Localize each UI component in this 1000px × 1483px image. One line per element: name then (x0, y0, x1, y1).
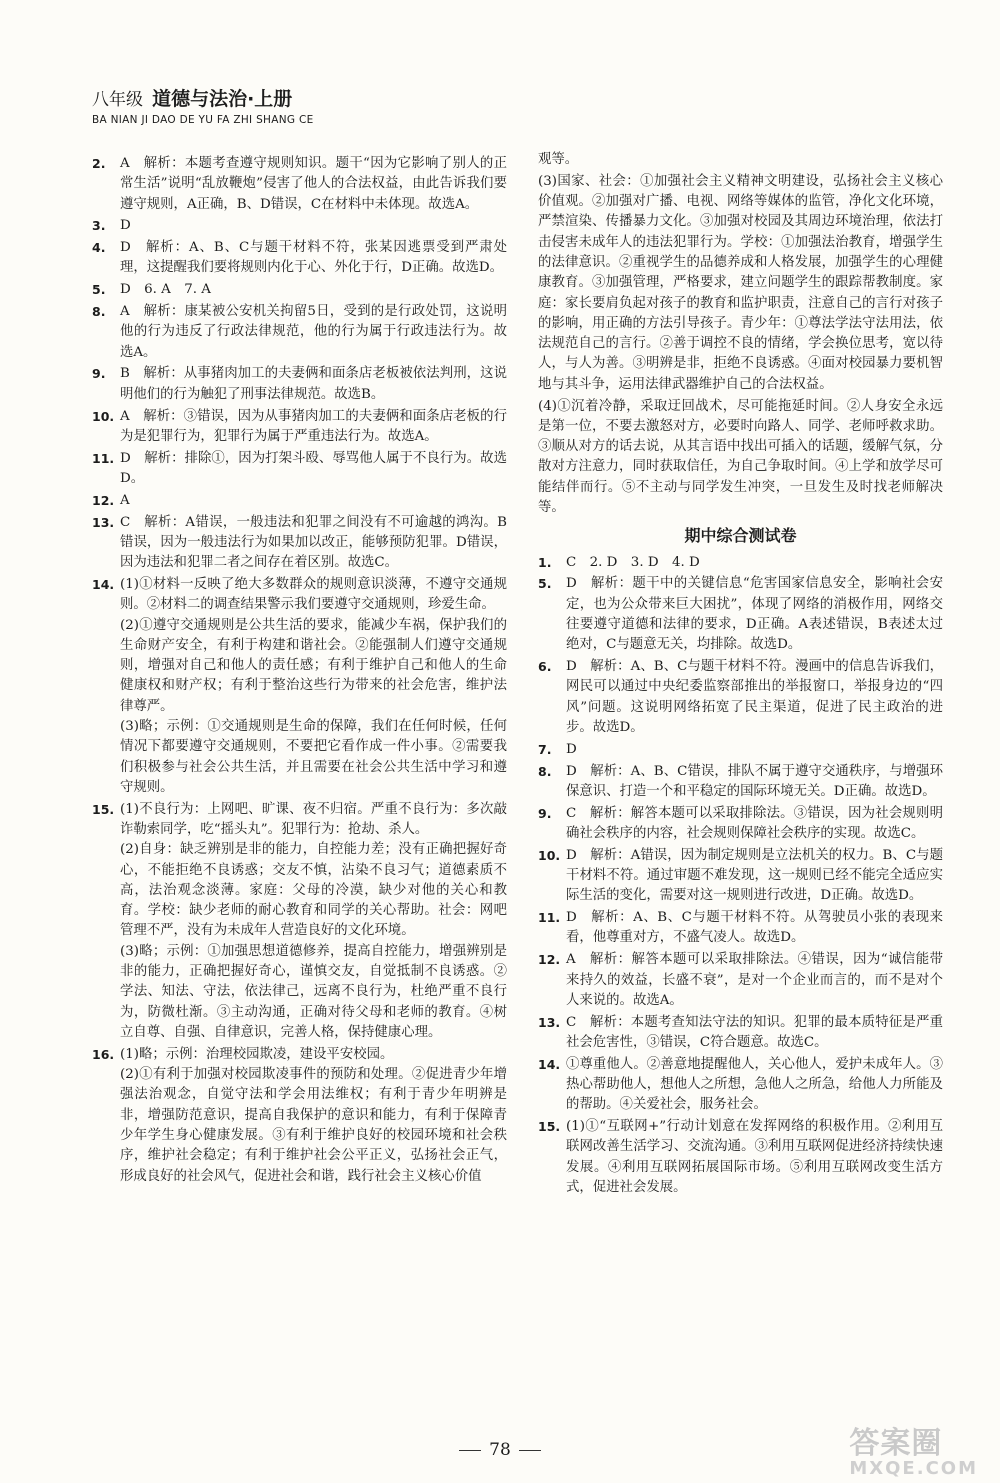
answer-number: 5. (538, 576, 552, 592)
answer-text: C 解析：A错误，一般违法和犯罪之间没有不可逾越的鸿沟。B错误，因为一般违法行为如果加以改正，能够预防犯罪。D错误，因为违法和犯罪二者之间存在着区别。故选C。 (120, 514, 507, 571)
answer-text: D 解析：A、B、C与题干材料不符，张某因逃票受到严肃处理，这提醒我们要将规则内化于心、外化于行，D正确。故选D。 (120, 240, 507, 276)
answer-text: A 解析：本题考查遵守规则知识。题干“因为它影响了别人的正常生活”说明“乱放鞭炮”侵害了他人的合法权益，由此告诉我们要遵守规则，A正确，B、D错误，C在材料中未体现。故选A。 (120, 156, 507, 212)
answer-text: C 2. D 3. D 4. D (566, 554, 700, 570)
right-top-continuation (538, 150, 943, 518)
answer-item (92, 1045, 507, 1187)
answer-item (538, 950, 943, 1011)
continuation-paragraph: (3)国家、社会：①加强社会主义精神文明建设，弘扬社会主义核心价值观。②加强对广播、电视、网络等媒体的监管，净化文化环境，严禁渲染、传播暴力文化。③加强对校园及其周边环境治理，依法打击侵害未成年人的违法犯罪行为。学校：①加强法治教育，增强学生的法律意识。②重视学生的品德养成和人格发展，加强学生的心理健康教育。③加强管理，严格要求，建立问题学生的跟踪帮教制度。家庭：家长要肩负起对孩子的教育和监护职责，注意自己的言行对孩子的影响，用正确的方法引导孩子。青少年：①尊法学法守法用法，依法规范自己的言行。②善于调控不良的情绪，学会换位思考，宽以待人，与人为善。③明辨是非，拒绝不良诱惑。④面对校园暴力要机智地与其斗争，运用法律武器维护自己的合法权益。 (538, 173, 943, 392)
answer-item (92, 238, 507, 279)
answer-text: D 解析：A错误，因为制定规则是立法机关的权力。B、C与题干材料不符。通过审题不难发现，这一规则已经不能完全适应实际生活的变化，需要对这一规则进行改进，D正确。故选D。 (566, 847, 943, 904)
answer-item (538, 762, 943, 803)
answer-paragraph: (1)略；示例：治理校园欺凌，建设平安校园。 (120, 1046, 394, 1062)
answer-item (92, 364, 507, 405)
right-column (538, 150, 943, 1200)
answer-number: 3. (92, 218, 106, 234)
answer-number: 8. (92, 304, 106, 320)
grade-label: 八年级 (92, 90, 143, 110)
answer-paragraph: (1)①材料一反映了绝大多数群众的规则意识淡薄，不遵守交通规则。②材料二的调查结果警示我们要遵守交通规则，珍爱生命。 (120, 576, 507, 613)
answer-number: 1. (538, 554, 552, 570)
answer-paragraph: (1)不良行为：上网吧、旷课、夜不归宿。严重不良行为：多次敲诈勒索同学，吃“摇头丸”。犯罪行为：抢劫、杀人。 (120, 801, 507, 837)
answer-item (92, 575, 507, 798)
right-answer-list (538, 553, 943, 1199)
answer-text: A (120, 492, 130, 508)
answer-text: A 解析：解答本题可以采取排除法。④错误，因为“诚信能带来持久的效益，长盛不衰”，是对一个企业而言的，而不是对个人来说的。故选A。 (566, 952, 943, 1008)
answer-text: D 解析：A、B、C错误，排队不属于遵守交通秩序，与增强环保意识、打造一个和平稳定的国际环境无关。D正确。故选D。 (566, 763, 943, 799)
left-column (92, 154, 507, 1188)
answer-item (92, 800, 507, 1044)
answer-item (538, 804, 943, 845)
answer-item (92, 491, 507, 511)
answer-paragraph: (3)略；示例：①交通规则是生命的保障，我们在任何时候，任何情况下都要遵守交通规则，不要把它看作成一件小事。②需要我们积极参与社会公共生活，并且需要在社会公共生活中学习和遵守规则。 (120, 719, 507, 795)
answer-number: 9. (92, 366, 106, 382)
answer-item (92, 302, 507, 363)
answer-item (92, 280, 507, 300)
answer-number: 15. (92, 801, 115, 817)
answer-number: 14. (92, 576, 115, 592)
answer-number: 12. (538, 952, 561, 968)
answer-item (538, 553, 943, 573)
answer-text: D 解析：排除①，因为打架斗殴、辱骂他人属于不良行为。故选D。 (120, 450, 507, 486)
answer-text: D (120, 218, 131, 234)
answer-number: 2. (92, 156, 106, 171)
answer-paragraph: (2)自身：缺乏辨别是非的能力，自控能力差；没有正确把握好奇心，不能拒绝不良诱惑；交友不慎，沾染不良习气；道德素质不高，法治观念淡薄。家庭：父母的冷漠，缺少对他的关心和教育。学校：缺少老师的耐心教育和同学的关心帮助。社会：网吧管理不严，没有为未成年人营造良好的文化环境。 (120, 842, 507, 939)
subject-title: 道德与法治·上册 (152, 88, 293, 110)
answer-text: D (566, 741, 577, 757)
page-number-dash-left (459, 1450, 481, 1451)
answer-text: D 解析：题干中的关键信息“危害国家信息安全，影响社会安定，也为公众带来巨大困扰”，体现了网络的消极作用，网络交往要遵守道德和法律的要求，D正确。A表述错误，B表述太过绝对，C与题意无关，均排除。故选D。 (566, 576, 943, 653)
continuation-paragraph: (4)①沉着冷静，采取迂回战术，尽可能拖延时间。②人身安全永远是第一位，不要去激怒对方，必要时向路人、同学、老师呼救求助。③顺从对方的话去说，从其言语中找出可插入的话题，缓解气氛，分散对方注意力，同时获取信任，为自己争取时间。④上学和放学尽可能结伴而行。⑤不主动与同学发生冲突，一旦发生及时找老师解决等。 (538, 398, 943, 516)
answer-paragraph: (2)①遵守交通规则是公共生活的要求，能减少车祸，保护我们的生命财产安全，有利于构建和谐社会。②能强制人们遵守交通规则，增强对自己和他人的责任感；有利于维护自己和他人的生命健康权和财产权；有利于整治这些行为带来的社会危害，维护法律尊严。 (120, 617, 507, 714)
answer-item (538, 908, 943, 949)
answer-item (538, 657, 943, 738)
answer-paragraph: (2)①有利于加强对校园欺凌事件的预防和处理。②促进青少年增强法治观念，自觉守法和学会用法维权；有利于青少年明辨是非，增强防范意识，提高自我保护的意识和能力，有利于保障青少年学生身心健康发展。③有利于维护良好的校园环境和社会秩序，维护社会稳定；有利于维护社会公平正义，弘扬社会正气，形成良好的社会风气，促进社会和谐，践行社会主义核心价值 (120, 1067, 507, 1184)
answer-number: 14. (538, 1056, 561, 1072)
watermark-url: MXQE.COM (849, 1458, 978, 1479)
answer-text: A 解析：③错误，因为从事猪肉加工的夫妻俩和面条店老板的行为是犯罪行为，犯罪行为属于严重违法行为。故选A。 (120, 408, 507, 444)
answer-paragraph: (3)略；示例：①加强思想道德修养，提高自控能力，增强辨别是非的能力，正确把握好奇心，谨慎交友，自觉抵制不良诱惑。②学法、知法、守法，依法律己，远离不良行为，杜绝严重不良行为，防微杜渐。③主动沟通，正确对待父母和老师的教育。④树立自尊、自强、自律意识，完善人格，保持健康心理。 (120, 943, 507, 1040)
watermark-logo (849, 1418, 978, 1479)
pinyin-subtitle: BA NIAN JI DAO DE YU FA ZHI SHANG CE (92, 114, 314, 126)
answer-number: 4. (92, 240, 106, 256)
answer-number: 9. (538, 805, 552, 821)
answer-item (538, 1117, 943, 1198)
answer-number: 6. (538, 659, 552, 675)
answer-text: (1)①“互联网+”行动计划意在发挥网络的积极作用。②利用互联网改善生活学习、交流沟通。③利用互联网促进经济持续快速发展。④利用互联网拓展国际市场。⑤利用互联网改变生活方式，促进社会发展。 (566, 1119, 943, 1196)
answer-number: 11. (92, 450, 115, 466)
answer-number: 10. (538, 847, 561, 863)
answer-text: C 解析：本题考查知法守法的知识。犯罪的最本质特征是严重社会危害性，③错误，C符合题意。故选C。 (566, 1014, 943, 1050)
answer-text: D 6. A 7. A (120, 282, 211, 298)
answer-number: 5. (92, 282, 106, 298)
answer-item (538, 846, 943, 907)
answer-number: 15. (538, 1119, 561, 1135)
answer-number: 11. (538, 910, 561, 926)
answer-number: 16. (92, 1046, 115, 1062)
watermark-text: 答案圈 (849, 1426, 943, 1461)
answer-number: 10. (92, 408, 115, 424)
answer-number: 12. (92, 492, 115, 508)
answer-text: D 解析：A、B、C与题干材料不符。从驾驶员小张的表现来看，他尊重对方，不盛气凌人。故选D。 (566, 910, 943, 946)
answer-text: A 解析：康某被公安机关拘留5日，受到的是行政处罚，这说明他的行为违反了行政法律规范，他的行为属于行政违法行为。故选A。 (120, 304, 507, 360)
answer-item (92, 216, 507, 236)
page-number-dash-right (519, 1450, 541, 1451)
answer-number: 8. (538, 763, 552, 779)
answer-text: ①尊重他人。②善意地提醒他人，关心他人，爱护未成年人。③热心帮助他人，想他人之所想，急他人之所急，给他人力所能及的帮助。④关爱社会，服务社会。 (566, 1056, 943, 1113)
answer-item (538, 574, 943, 655)
section-title: 期中综合测试卷 (684, 526, 797, 546)
page-number-value: 78 (489, 1440, 511, 1460)
answer-item (92, 407, 507, 448)
answer-item (92, 449, 507, 490)
answer-text: D 解析：A、B、C与题干材料不符。漫画中的信息告诉我们，网民可以通过中央纪委监察部推出的举报窗口，举报身边的“四风”问题。这说明网络拓宽了民主渠道，促进了民主政治的进步。故选D。 (566, 659, 943, 736)
answer-text: B 解析：从事猪肉加工的夫妻俩和面条店老板被依法判刑，这说明他们的行为触犯了刑事法律规范。故选B。 (120, 366, 507, 402)
page-header (92, 84, 314, 126)
continuation-paragraph: 观等。 (538, 152, 579, 167)
answer-text: C 解析：解答本题可以采取排除法。③错误，因为社会规则明确社会秩序的内容，社会规则保障社会秩序的实现。故选C。 (566, 805, 943, 841)
answer-number: 7. (538, 741, 552, 757)
answer-item (92, 513, 507, 574)
answer-item (538, 1013, 943, 1054)
answer-item (92, 154, 507, 215)
answer-item (538, 740, 943, 760)
answer-item (538, 1055, 943, 1116)
answer-number: 13. (92, 514, 115, 530)
answer-number: 13. (538, 1014, 561, 1030)
